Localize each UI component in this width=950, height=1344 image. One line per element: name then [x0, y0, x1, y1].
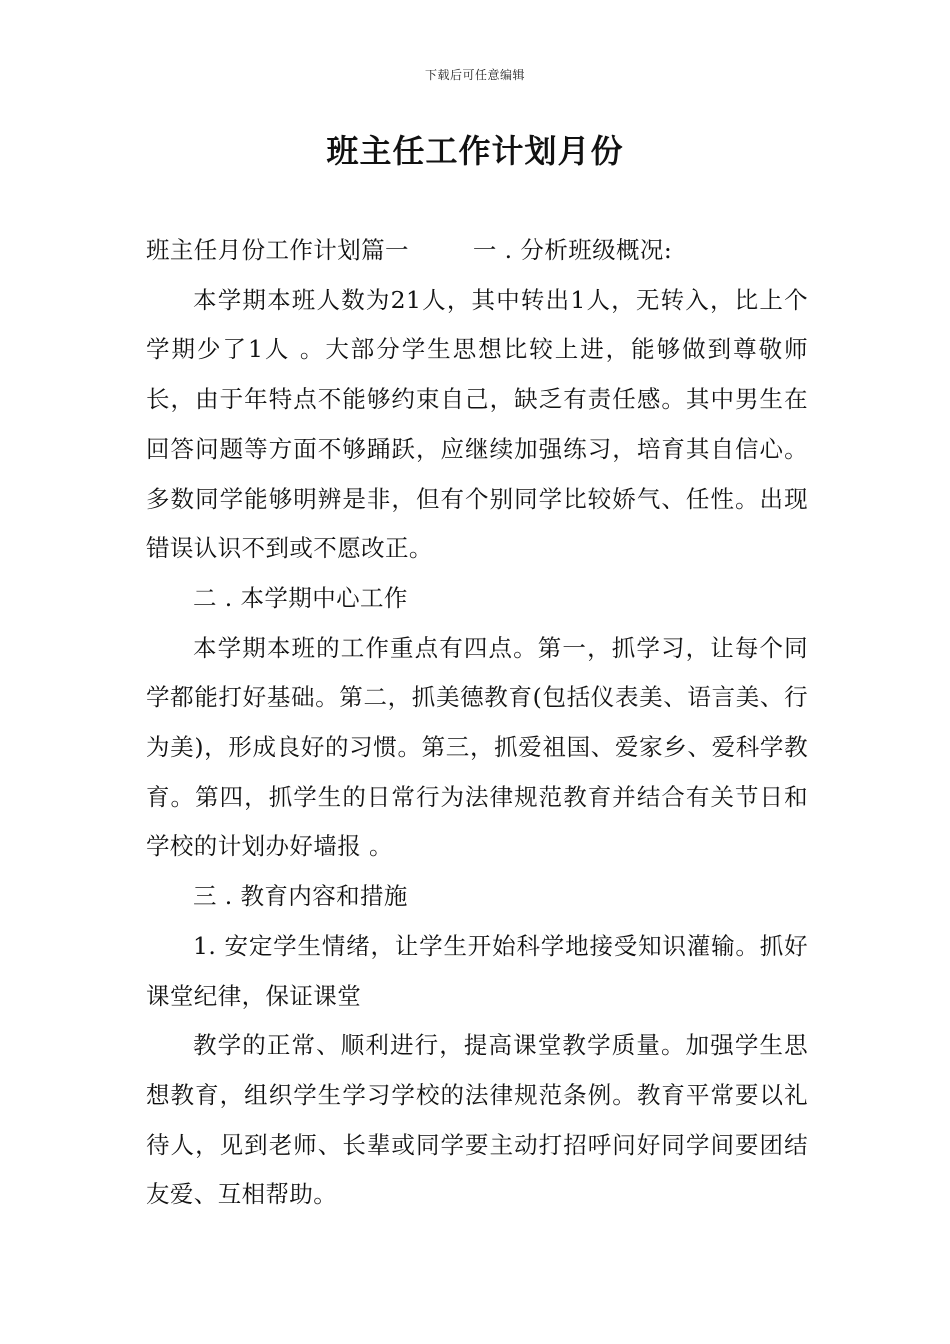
paragraph-key-work: 本学期本班的工作重点有四点。第一，抓学习，让每个同学都能打好基础。第二，抓美德教育(包括仪表美、语言美、行为美)，形成良好的习惯。第三，抓爱祖国、爱家乡、爱科学教育。第四，抓学生的日常行为法律规范教育并结合有关节日和学校的计划办好墙报 。: [146, 633, 808, 861]
header-note: 下载后可任意编辑: [424, 68, 525, 82]
document-title: 班主任工作计划月份: [326, 132, 624, 170]
paragraph-measure-1-continued: 教学的正常、顺利进行，提高课堂教学质量。加强学生思想教育，组织学生学习学校的法律规范条例。教育平常要以礼待人，见到老师、长辈或同学要主动打招呼问好同学间要团结友爱、互相帮助。: [146, 1031, 808, 1209]
section-heading-3: 三 . 教育内容和措施: [193, 882, 408, 911]
paragraph-measure-1: 1. 安定学生情绪，让学生开始科学地接受知识灌输。抓好课堂纪律，保证课堂: [146, 931, 808, 1010]
intro-heading: 班主任月份工作计划篇一: [146, 236, 409, 264]
paragraph-class-overview: 本学期本班人数为21人，其中转出1人，无转入，比上个学期少了1人 。大部分学生思想比较上进，能够做到尊敬师长，由于年特点不能够约束自己，缺乏有责任感。其中男生在回答问题等方面不够踊跃，应继续加强练习，培育其自信心。多数同学能够明辨是非，但有个别同学比较娇气、任性。出现错误认识不到或不愿改正。: [146, 285, 808, 563]
section-heading-2: 二 . 本学期中心工作: [193, 583, 408, 612]
document-body: [146, 226, 808, 1220]
intro-line: [146, 226, 808, 276]
section-heading-1: 一 . 分析班级概况:: [472, 236, 673, 264]
